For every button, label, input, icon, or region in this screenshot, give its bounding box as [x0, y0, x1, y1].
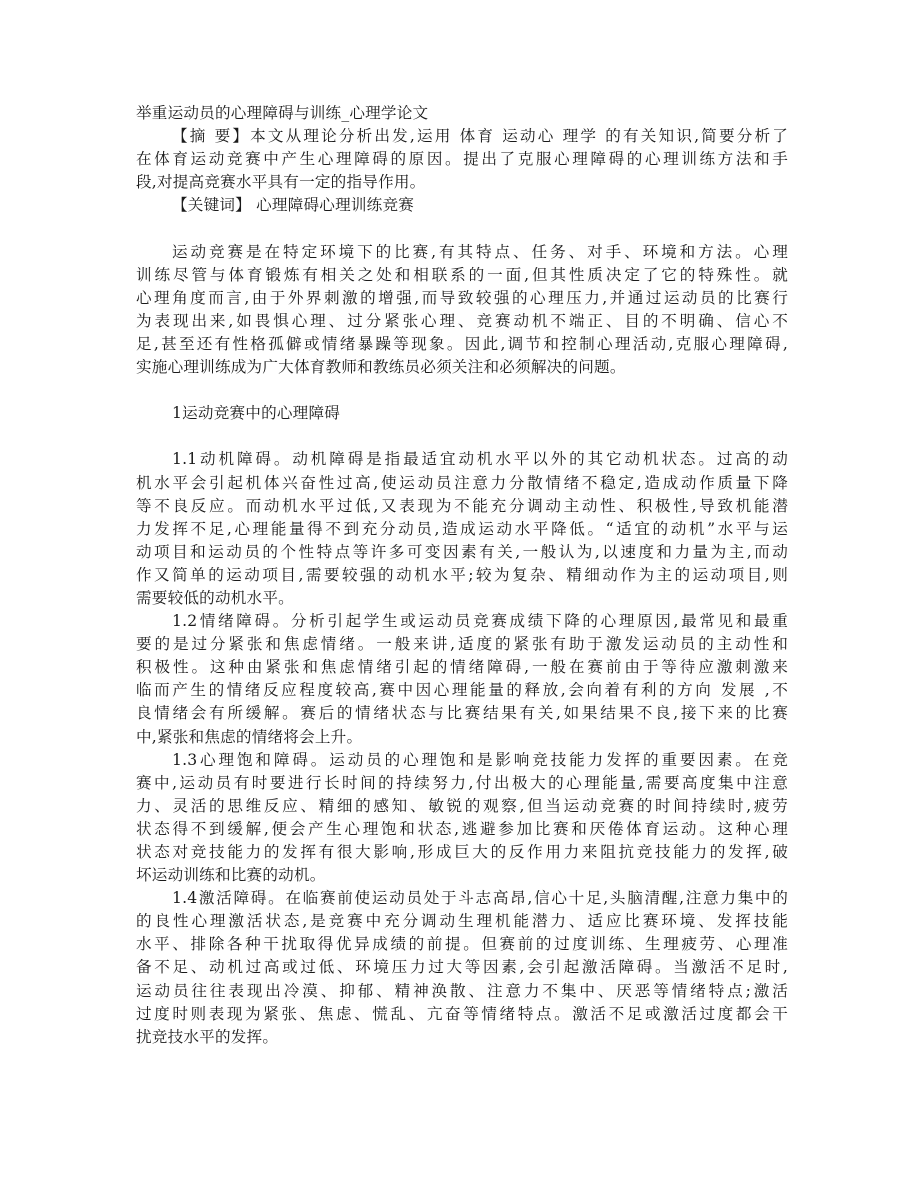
paragraph-line: 水平、排除各种干扰取得优异成绩的前提。但赛前的过度训练、生理疲劳、心理准: [136, 935, 788, 954]
spacer: [136, 379, 788, 402]
paragraph-line: 需要较低的动机水平。: [136, 588, 294, 607]
paragraph-line: 1.2情绪障碍。分析引起学生或运动员竞赛成绩下降的心理原因,最常见和最重: [172, 612, 788, 631]
subsection-1-2: [136, 610, 788, 749]
paragraph-line: 的良性心理激活状态,是竞赛中充分调动生理机能潜力、适应比赛环境、发挥技能: [136, 912, 788, 931]
subsection-1-1: [136, 448, 788, 610]
paragraph-line: 1.1动机障碍。动机障碍是指最适宜动机水平以外的其它动机状态。过高的动: [172, 450, 788, 469]
abstract-line: 在体育运动竞赛中产生心理障碍的原因。提出了克服心理障碍的心理训练方法和手: [136, 150, 788, 169]
paragraph-line: 心理角度而言,由于外界刺激的增强,而导致较强的心理压力,并通过运动员的比赛行: [136, 288, 788, 307]
paragraph-line: 足,甚至还有性格孤僻或情绪暴躁等现象。因此,调节和控制心理活动,克服心理障碍,: [136, 334, 788, 353]
abstract-block: [136, 125, 788, 194]
paragraph-line: 运动竞赛是在特定环境下的比赛,有其特点、任务、对手、环境和方法。心理: [172, 242, 788, 261]
intro-paragraph: [136, 241, 788, 380]
paragraph-line: 1.3心理饱和障碍。运动员的心理饱和是影响竞技能力发挥的重要因素。在竞: [172, 750, 788, 769]
paragraph-line: 赛中,运动员有时要进行长时间的持续努力,付出极大的心理能量,需要高度集中注意: [136, 773, 788, 792]
spacer: [136, 217, 788, 240]
spacer: [136, 425, 788, 448]
paragraph-line: 临而产生的情绪反应程度较高,赛中因心理能量的释放,会向着有利的方向 发展 ,不: [136, 681, 788, 700]
paragraph-line: 运动员往往表现出冷漠、抑郁、精神涣散、注意力不集中、厌恶等情绪特点;激活: [136, 981, 788, 1000]
paragraph-line: 过度时则表现为紧张、焦虑、慌乱、亢奋等情绪特点。激活不足或激活过度都会干: [136, 1004, 788, 1023]
paragraph-line: 中,紧张和焦虑的情绪将会上升。: [136, 727, 363, 746]
abstract-line: 段,对提高竞赛水平具有一定的指导作用。: [136, 173, 426, 192]
paragraph-line: 力发挥不足,心理能量得不到充分动员,造成运动水平降低。“适宜的动机”水平与运: [136, 519, 788, 538]
keywords-line: 【关键词】 心理障碍心理训练竞赛: [172, 196, 415, 215]
paragraph-line: 备不足、动机过高或过低、环境压力过大等因素,会引起激活障碍。当激活不足时,: [136, 958, 788, 977]
paragraph-line: 作又简单的运动项目,需要较强的动机水平;较为复杂、精细动作为主的运动项目,则: [136, 565, 788, 584]
paragraph-line: 动项目和运动员的个性特点等许多可变因素有关,一般认为,以速度和力量为主,而动: [136, 542, 788, 561]
paragraph-line: 状态得不到缓解,便会产生心理饱和状态,逃避参加比赛和厌倦体育运动。这种心理: [136, 819, 788, 838]
paragraph-line: 良情绪会有所缓解。赛后的情绪状态与比赛结果有关,如果结果不良,接下来的比赛: [136, 704, 788, 723]
paragraph-line: 扰竞技水平的发挥。: [136, 1027, 279, 1046]
paragraph-line: 实施心理训练成为广大体育教师和教练员必须关注和必须解决的问题。: [136, 358, 626, 377]
paragraph-line: 机水平会引起机体兴奋性过高,使运动员注意力分散情绪不稳定,造成动作质量下降: [136, 473, 788, 492]
paragraph-line: 训练尽管与体育锻炼有相关之处和相联系的一面,但其性质决定了它的特殊性。就: [136, 265, 788, 284]
subsection-1-4: [136, 887, 788, 1049]
document-title: 举重运动员的心理障碍与训练_心理学论文: [136, 104, 429, 122]
paragraph-line: 力、灵活的思维反应、精细的感知、敏锐的观察,但当运动竞赛的时间持续时,疲劳: [136, 796, 788, 815]
paragraph-line: 为表现出来,如畏惧心理、过分紧张心理、竞赛动机不端正、目的不明确、信心不: [136, 311, 788, 330]
paragraph-line: 坏运动训练和比赛的动机。: [136, 866, 326, 885]
paragraph-line: 积极性。这种由紧张和焦虑情绪引起的情绪障碍,一般在赛前由于等待应激刺激来: [136, 658, 788, 677]
paragraph-line: 状态对竞技能力的发挥有很大影响,形成巨大的反作用力来阻抗竞技能力的发挥,破: [136, 843, 788, 861]
subsection-1-3: [136, 749, 788, 888]
paragraph-line: 要的是过分紧张和焦虑情绪。一般来讲,适度的紧张有助于激发运动员的主动性和: [136, 635, 788, 654]
abstract-line: 【摘 要】本文从理论分析出发,运用 体育 运动心 理学 的有关知识,简要分析了: [172, 127, 788, 146]
document-body: [136, 102, 788, 1049]
paragraph-line: 等不良反应。而动机水平过低,又表现为不能充分调动主动性、积极性,导致机能潜: [136, 496, 788, 515]
paragraph-line: 1.4激活障碍。在临赛前使运动员处于斗志高昂,信心十足,头脑清醒,注意力集中的: [172, 889, 788, 908]
section-heading: 1运动竞赛中的心理障碍: [172, 404, 341, 423]
